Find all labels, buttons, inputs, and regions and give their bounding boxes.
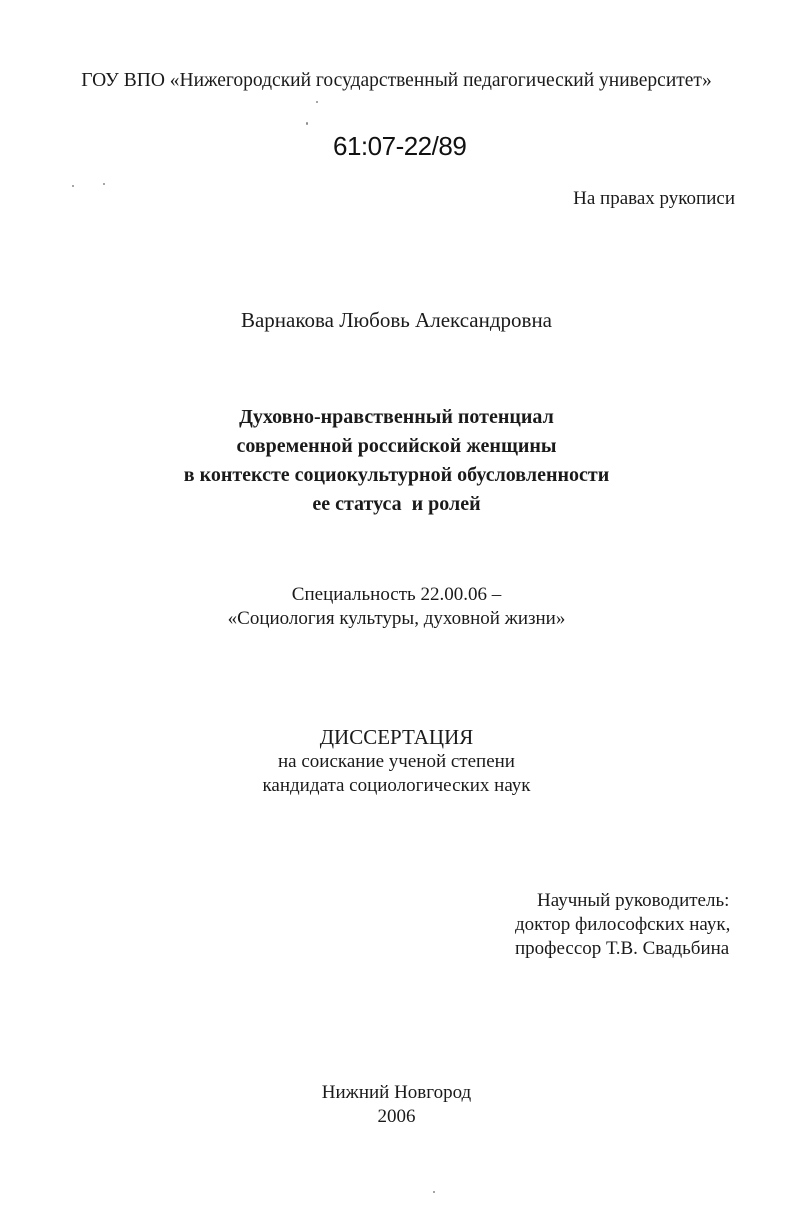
dissertation-heading: ДИССЕРТАЦИЯ bbox=[319, 725, 474, 749]
specialty-block bbox=[0, 583, 793, 631]
specialty-code: Специальность 22.00.06 – bbox=[291, 584, 502, 605]
supervisor-block bbox=[515, 889, 730, 961]
degree-purpose-line: на соискание ученой степени bbox=[278, 751, 515, 772]
author-name: Варнакова Любовь Александровна bbox=[240, 308, 553, 332]
scan-speck bbox=[306, 122, 308, 125]
city: Нижний Новгород bbox=[321, 1082, 472, 1103]
supervisor-degree: доктор философских наук, bbox=[515, 914, 731, 935]
degree-name-line: кандидата социологических наук bbox=[262, 775, 531, 796]
scan-speck bbox=[316, 101, 318, 103]
specialty-name: «Социология культуры, духовной жизни» bbox=[227, 608, 566, 629]
scan-speck bbox=[433, 1191, 435, 1193]
title-line: в контексте социокультурной обусловленности bbox=[183, 464, 610, 486]
manuscript-note: На правах рукописи bbox=[573, 188, 735, 209]
dissertation-title bbox=[0, 403, 793, 519]
place-and-year bbox=[0, 1081, 793, 1129]
scan-speck bbox=[72, 185, 74, 187]
supervisor-label: Научный руководитель: bbox=[537, 890, 730, 911]
scan-speck bbox=[103, 183, 105, 185]
university-name: ГОУ ВПО «Нижегородский государственный педагогический университет» bbox=[81, 70, 712, 91]
dissertation-type-block bbox=[0, 724, 793, 798]
catalog-code-stamp: 61:07-22/89 bbox=[333, 131, 467, 161]
title-line: современной российской женщины bbox=[236, 435, 557, 457]
year: 2006 bbox=[377, 1106, 416, 1127]
title-line: Духовно-нравственный потенциал bbox=[239, 406, 554, 428]
supervisor-name: профессор Т.В. Свадьбина bbox=[515, 938, 730, 959]
title-line: ее статуса и ролей bbox=[312, 493, 481, 515]
